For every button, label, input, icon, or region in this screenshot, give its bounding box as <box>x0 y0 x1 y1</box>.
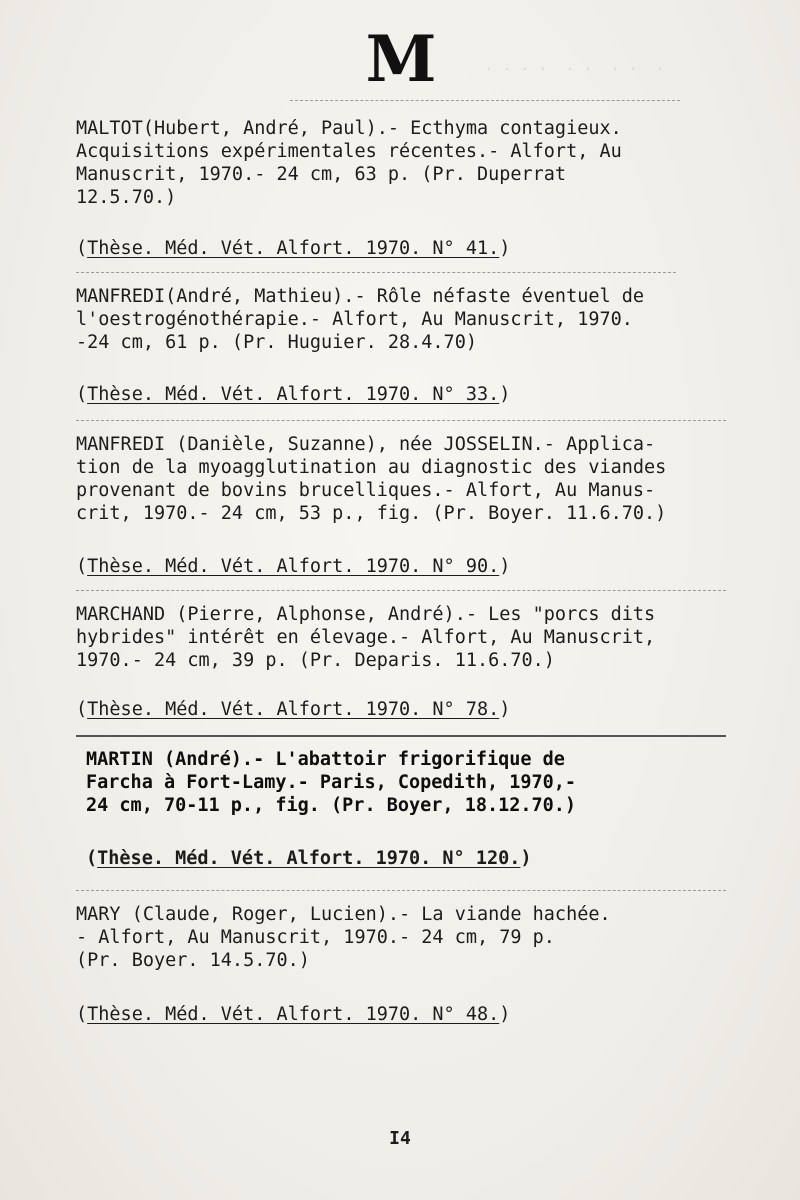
divider-line <box>76 890 726 891</box>
divider-line <box>76 272 676 273</box>
thesis-open-paren: ( <box>76 556 88 577</box>
divider-line <box>76 735 726 737</box>
bibliography-entry: MANFREDI (Danièle, Suzanne), née JOSSELIN.- Applica- tion de la myoagglutination au diagnostic des viandes provenant de bovins brucelliques.- Alfort, Au Manus- crit, 1970.- 24 cm, 53 p., fig. (Pr. Boyer. 11.6.70.) <box>76 434 667 524</box>
thesis-close-paren: ) <box>520 848 532 869</box>
bibliography-entry: MALTOT(Hubert, André, Paul).- Ecthyma contagieux. Acquisitions expérimentales récentes.- Alfort, Au Manuscrit, 1970.- 24 cm, 63 p. (Pr. Duperrat 12.5.70.) <box>76 118 622 208</box>
thesis-open-paren: ( <box>76 699 88 720</box>
bibliography-entry: MARCHAND (Pierre, Alphonse, André).- Les "porcs dits hybrides" intérêt en élevage.- Alfort, Au Manuscrit, 1970.- 24 cm, 39 p. (Pr. Deparis. 11.6.70.) <box>76 604 656 671</box>
show-through-texture: · · · · · · · · · <box>430 60 665 78</box>
section-letter-heading: M <box>365 22 435 97</box>
thesis-citation: Thèse. Méd. Vét. Alfort. 1970. N° 48. <box>87 1004 500 1025</box>
thesis-open-paren: ( <box>86 848 98 869</box>
thesis-open-paren: ( <box>76 1004 88 1025</box>
thesis-close-paren: ) <box>499 699 511 720</box>
thesis-reference <box>76 383 510 406</box>
thesis-open-paren: ( <box>76 238 88 259</box>
divider-line <box>76 590 726 591</box>
bibliography-entry: MARY (Claude, Roger, Lucien).- La viande hachée. - Alfort, Au Manuscrit, 1970.- 24 cm, 79 p. (Pr. Boyer. 14.5.70.) <box>76 904 611 971</box>
thesis-citation: Thèse. Méd. Vét. Alfort. 1970. N° 33. <box>87 384 500 405</box>
thesis-citation: Thèse. Méd. Vét. Alfort. 1970. N° 120. <box>97 848 521 869</box>
divider-line <box>290 100 680 101</box>
page-number: I4 <box>389 1128 411 1149</box>
bibliography-entry: MANFREDI(André, Mathieu).- Rôle néfaste éventuel de l'oestrogénothérapie.- Alfort, Au Manuscrit, 1970. -24 cm, 61 p. (Pr. Huguier. 28.4.70) <box>76 286 645 353</box>
thesis-reference <box>76 555 510 578</box>
thesis-close-paren: ) <box>499 384 511 405</box>
thesis-close-paren: ) <box>499 238 511 259</box>
thesis-open-paren: ( <box>76 384 88 405</box>
bibliography-entry: MARTIN (André).- L'abattoir frigorifique de Farcha à Fort-Lamy.- Paris, Copedith, 1970,- 24 cm, 70-11 p., fig. (Pr. Boyer, 18.12.70.) <box>86 749 577 816</box>
thesis-citation: Thèse. Méd. Vét. Alfort. 1970. N° 41. <box>87 238 500 259</box>
thesis-citation: Thèse. Méd. Vét. Alfort. 1970. N° 78. <box>87 699 500 720</box>
thesis-reference <box>76 237 510 260</box>
thesis-close-paren: ) <box>499 556 511 577</box>
thesis-close-paren: ) <box>499 1004 511 1025</box>
thesis-reference <box>76 698 510 721</box>
thesis-reference <box>86 847 532 870</box>
thesis-citation: Thèse. Méd. Vét. Alfort. 1970. N° 90. <box>87 556 500 577</box>
thesis-reference <box>76 1003 510 1026</box>
divider-line <box>76 420 726 421</box>
